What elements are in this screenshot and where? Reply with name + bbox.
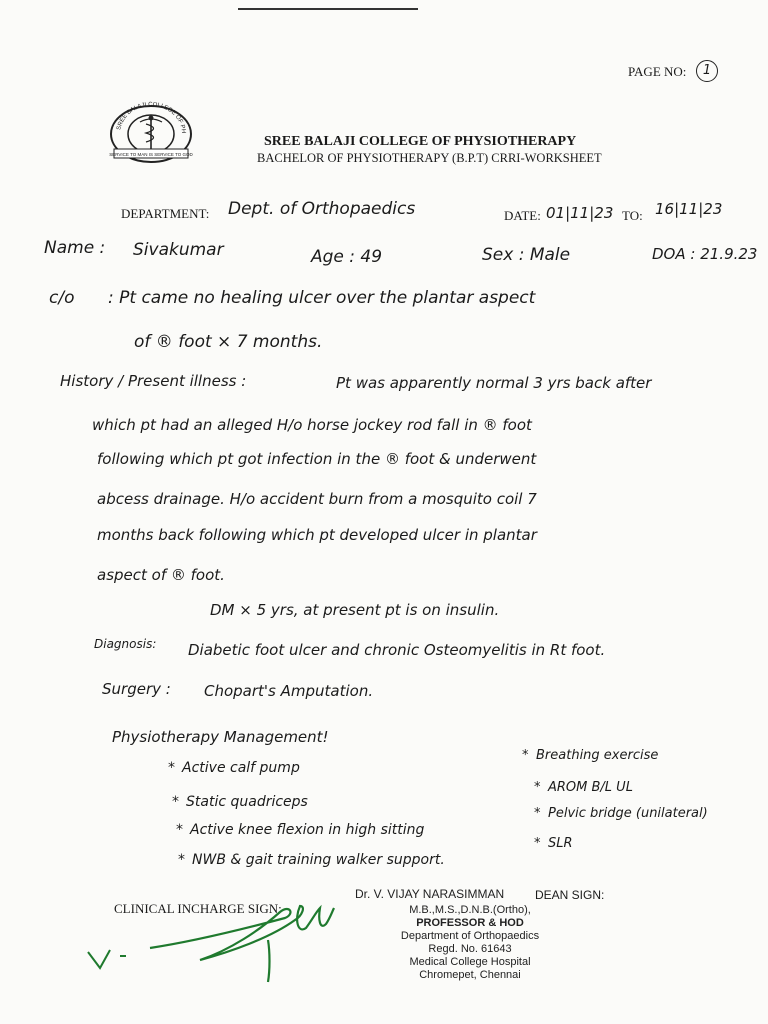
history-label: History / Present illness : xyxy=(60,372,247,390)
clinical-incharge-label: CLINICAL INCHARGE SIGN: xyxy=(114,901,282,916)
stamp-place: Chromepet, Chennai xyxy=(419,969,521,981)
management-title: Physiotherapy Management! xyxy=(112,728,329,746)
dean-sign-label: DEAN SIGN: xyxy=(535,888,605,902)
patient-name: Sivakumar xyxy=(133,240,224,260)
history-line-4: abcess drainage. H/o accident burn from a mosquito coil 7 xyxy=(97,490,537,508)
diagnosis-label: Diagnosis: xyxy=(94,637,157,651)
stamp-department: Department of Orthopaedics xyxy=(400,930,540,942)
logo-motto: SERVICE TO MAN IS SERVICE TO GOD xyxy=(109,152,193,157)
page-number-value: 1 xyxy=(696,60,718,82)
page-top-edge-line xyxy=(238,8,418,10)
diagnosis-text: Diabetic foot ulcer and chronic Osteomyelitis in Rt foot. xyxy=(188,641,606,659)
history-line-7: DM × 5 yrs, at present pt is on insulin. xyxy=(210,601,500,619)
surgery-label: Surgery : xyxy=(102,680,171,698)
patient-age: Age : 49 xyxy=(311,247,383,267)
management-left-item: * Active calf pump xyxy=(168,760,300,776)
date-to-value: 16|11|23 xyxy=(655,200,723,218)
management-left-item: * NWB & gait training walker support. xyxy=(178,852,445,868)
doctor-stamp xyxy=(355,888,585,982)
college-name: SREE BALAJI COLLEGE OF PHYSIOTHERAPY xyxy=(264,134,577,149)
page-number-label: PAGE NO: xyxy=(628,64,687,79)
stamp-registration: Regd. No. 61643 xyxy=(428,943,512,955)
date-from-value: 01|11|23 xyxy=(546,204,614,222)
management-left-item: * Static quadriceps xyxy=(172,794,308,810)
history-line-1: Pt was apparently normal 3 yrs back after xyxy=(336,374,652,392)
college-logo xyxy=(106,98,196,164)
complaint-line-1: : Pt came no healing ulcer over the plantar aspect xyxy=(108,288,536,308)
surgery-text: Chopart's Amputation. xyxy=(204,682,374,700)
course-title: BACHELOR OF PHYSIOTHERAPY (B.P.T) CRRI-WORKSHEET xyxy=(257,151,602,165)
history-line-5: months back following which pt developed ulcer in plantar xyxy=(97,526,537,544)
management-right-item: * AROM B/L UL xyxy=(534,780,633,795)
department-label: DEPARTMENT: xyxy=(121,206,210,221)
management-right-item: * SLR xyxy=(534,836,573,851)
date-label: DATE: xyxy=(504,208,541,223)
clinical-incharge-signature xyxy=(80,890,350,990)
department-value: Dept. of Orthopaedics xyxy=(228,199,416,219)
history-line-2: which pt had an alleged H/o horse jockey rod fall in ® foot xyxy=(92,416,532,434)
stamp-hospital: Medical College Hospital xyxy=(409,956,531,968)
patient-sex: Sex : Male xyxy=(482,245,571,265)
complaint-line-2: of ® foot × 7 months. xyxy=(134,332,323,352)
stamp-doctor-name: Dr. V. VIJAY NARASIMMAN xyxy=(355,887,505,901)
name-label: Name : xyxy=(44,238,106,258)
management-left-item: * Active knee flexion in high sitting xyxy=(176,822,425,838)
stamp-qualifications: M.B.,M.S.,D.N.B.(Ortho), xyxy=(409,904,531,916)
management-right-item: * Pelvic bridge (unilateral) xyxy=(534,806,708,821)
history-line-3: following which pt got infection in the ® foot & underwent xyxy=(97,450,537,468)
stamp-title: PROFESSOR & HOD xyxy=(416,917,524,929)
management-right-item: * Breathing exercise xyxy=(522,748,659,763)
logo-arc-text: SREE BALAJI COLLEGE OF PH xyxy=(116,101,187,134)
history-line-6: aspect of ® foot. xyxy=(97,566,225,584)
admission-date: DOA : 21.9.23 xyxy=(652,245,758,263)
complaint-label: c/o xyxy=(49,288,75,308)
date-to-label: TO: xyxy=(622,208,643,223)
